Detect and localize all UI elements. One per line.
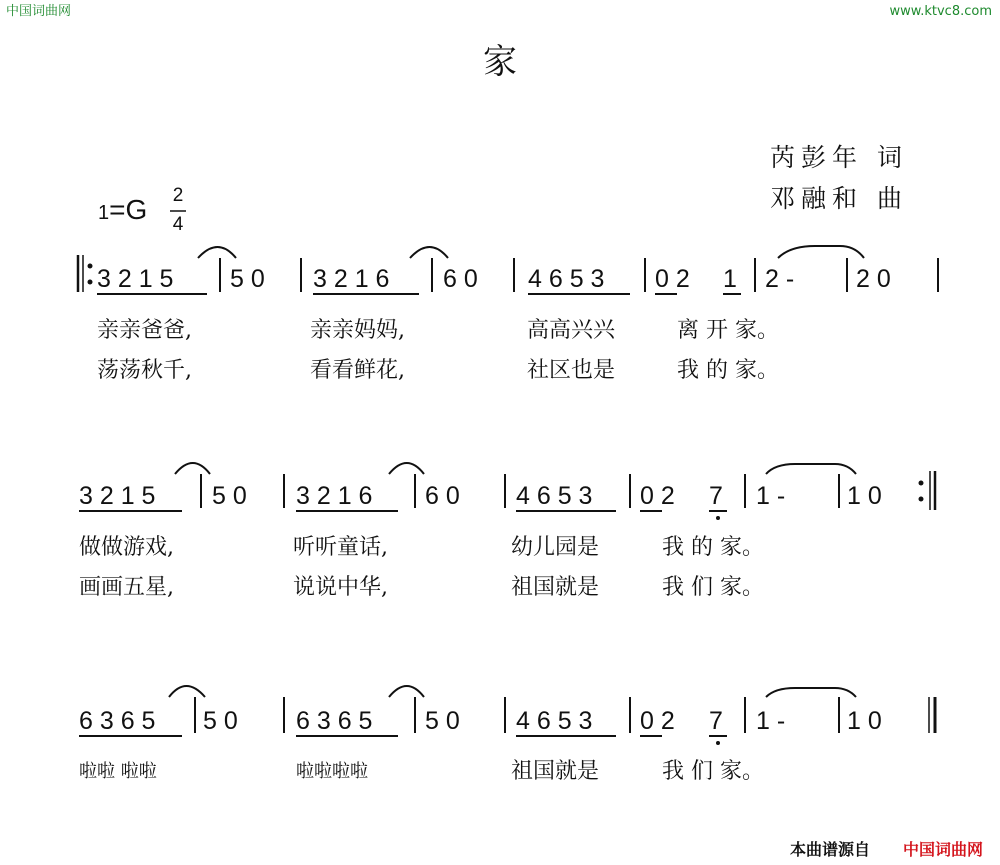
lyric-line: 做做游戏, [79,535,174,560]
low-octave-dot [716,741,720,745]
tie [766,464,856,474]
lyric-line: 听听童话, [293,535,388,560]
composer-credit: 邓融和 曲 [770,184,908,213]
site-name-left: 中国词曲网 [6,4,72,19]
lyric-line: 我 的 家。 [677,358,779,383]
note-group: 3 2 1 5 [97,265,174,293]
key-name: =G [109,194,148,225]
note-group: 5 0 [203,707,238,735]
time-signature-bottom: 4 [172,214,184,235]
low-octave-dot [716,516,720,520]
lyric-line: 亲亲爸爸, [97,318,192,343]
lyric-line: 我 的 家。 [662,535,764,560]
footer-source-label: 本曲谱源自 [790,840,871,859]
lyric-line: 画画五星, [79,575,174,600]
lyric-line: 祖国就是 [511,575,600,600]
note-group: 2 0 [856,265,891,293]
note-group: 4 6 5 3 [516,707,593,735]
tie [778,246,864,258]
note-group: 1 - [756,482,786,510]
note-group: 1 0 [847,482,882,510]
footer-source-site[interactable]: 中国词曲网 [903,840,984,859]
note-group: 4 6 5 3 [528,265,605,293]
note-group: 3 2 1 6 [296,482,373,510]
note-group: 6 0 [425,482,460,510]
lyric-line: 说说中华, [293,575,388,600]
note-group: 3 2 1 5 [79,482,156,510]
time-signature-top: 2 [172,185,184,206]
note-group: 5 0 [230,265,265,293]
note-group: 6 0 [443,265,478,293]
tie [198,247,236,258]
lyric-line: 离 开 家。 [677,318,779,343]
tie [389,463,424,474]
lyric-line: 幼儿园是 [511,535,600,560]
lyric-line: 社区也是 [527,358,616,383]
note-group: 2 - [765,265,795,293]
repeat-dot [88,264,93,269]
note-group: 5 0 [425,707,460,735]
note-group: 1 0 [847,707,882,735]
note-group: 7 [709,482,723,510]
note-group: 6 3 6 5 [79,707,156,735]
tie [389,686,424,697]
note-group: 7 [709,707,723,735]
tie [175,463,210,474]
lyricist-credit: 芮彭年 词 [770,143,908,172]
note-group: 4 6 5 3 [516,482,593,510]
lyric-line: 啦啦 啦啦 [79,761,157,782]
note-group: 0 2 [655,265,690,293]
lyric-line: 祖国就是 [511,759,600,784]
repeat-dot [919,481,924,486]
repeat-dot [88,280,93,285]
note-group: 6 3 6 5 [296,707,373,735]
lyric-line: 我 们 家。 [662,575,764,600]
note-group: 0 2 [640,707,675,735]
lyric-line: 高高兴兴 [527,318,616,343]
tie [766,688,856,697]
note-group: 1 [723,265,737,293]
lyric-line: 啦啦啦啦 [296,761,368,782]
song-title: 家 [483,42,517,82]
lyric-line: 我 们 家。 [662,759,764,784]
tie [410,247,448,258]
repeat-dot [919,497,924,502]
note-group: 3 2 1 6 [313,265,390,293]
tie [169,686,205,697]
key-tonic-number: 1 [98,202,110,224]
note-group: 1 - [756,707,786,735]
lyric-line: 亲亲妈妈, [310,318,405,343]
site-url-right[interactable]: www.ktvc8.com [889,4,992,19]
lyric-line: 荡荡秋千, [97,358,192,383]
lyric-line: 看看鲜花, [310,358,405,383]
note-group: 5 0 [212,482,247,510]
note-group: 0 2 [640,482,675,510]
